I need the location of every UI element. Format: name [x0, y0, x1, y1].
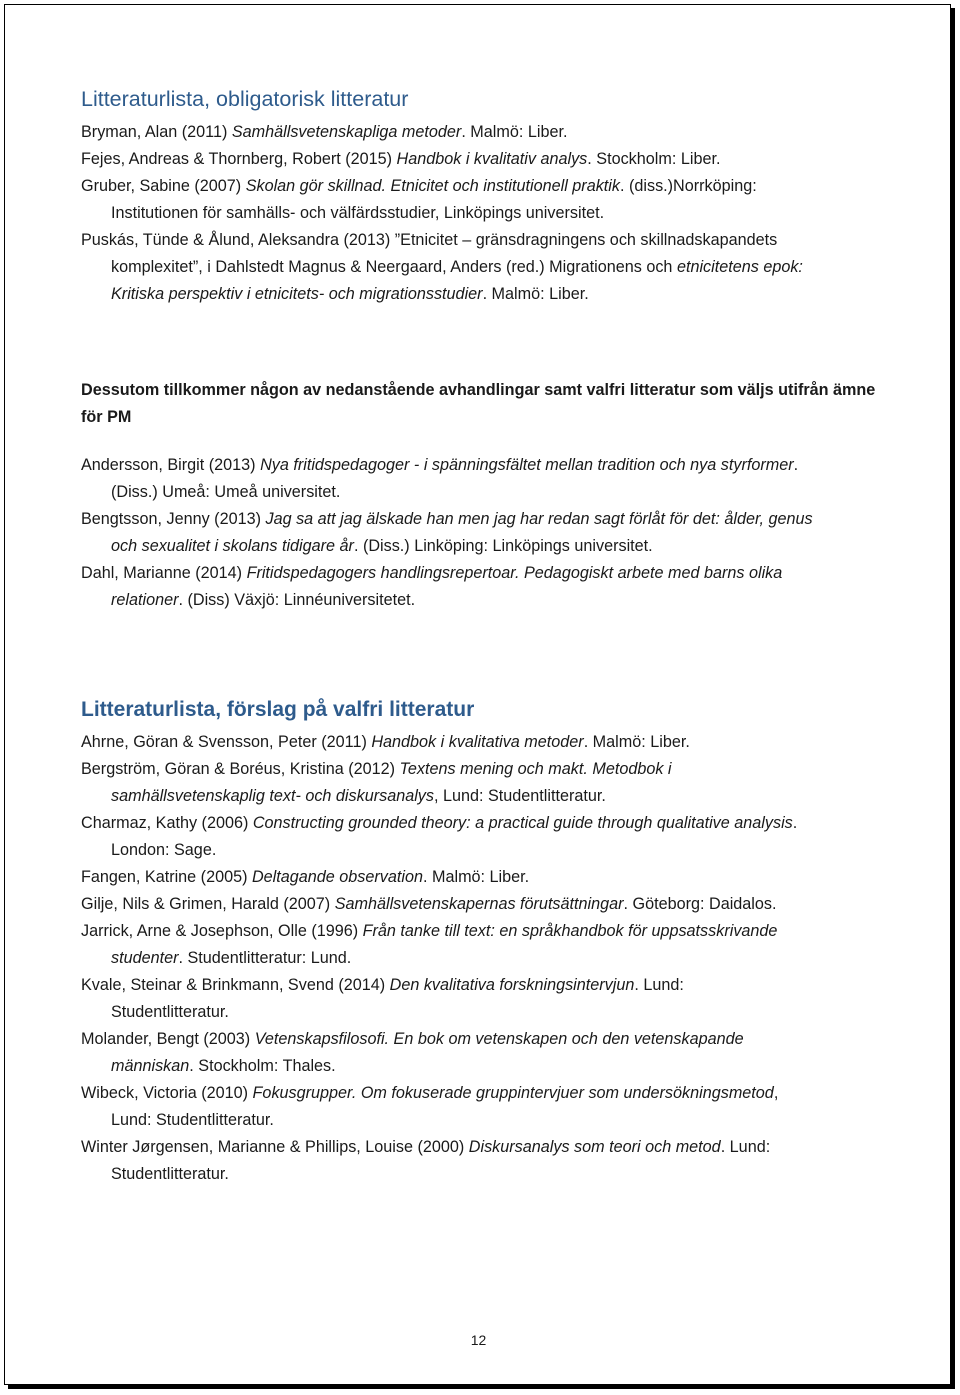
page-number: 12	[470, 1332, 487, 1348]
dissertation-note: Dessutom tillkommer någon av nedanstående avhandlingar samt valfri litteratur som väljs utifrån ämne för PM	[81, 381, 876, 426]
reference-text: Gruber, Sabine (2007)	[81, 177, 246, 195]
reference-text: . (Diss) Växjö: Linnéuniversitetet.	[178, 591, 416, 609]
reference-text: . Malmö: Liber.	[422, 868, 530, 886]
reference-text: (Diss.) Umeå: Umeå universitet.	[111, 483, 341, 501]
reference-text: . Stockholm: Liber.	[587, 150, 721, 168]
reference-text: London: Sage.	[111, 841, 217, 859]
reference-line	[81, 918, 881, 945]
reference-title: Fokusgrupper. Om fokuserade gruppintervjuer som undersökningsmetod	[252, 1084, 774, 1102]
reference-line	[81, 756, 881, 783]
reference-title: Deltagande observation	[251, 868, 423, 886]
reference-text: . Lund:	[720, 1138, 771, 1156]
reference-title: Samhällsvetenskapernas förutsättningar	[334, 895, 624, 913]
reference-line	[81, 452, 881, 479]
reference-title: människan	[111, 1057, 190, 1075]
reference-text: Wibeck, Victoria (2010)	[81, 1084, 253, 1102]
reference-text: . Studentlitteratur: Lund.	[178, 949, 352, 967]
reference-line	[81, 972, 881, 999]
reference-text: . Lund:	[634, 976, 684, 994]
reference-text: Studentlitteratur.	[111, 1003, 229, 1021]
reference-text: Institutionen för samhälls- och välfärdsstudier, Linköpings universitet.	[111, 204, 605, 222]
reference-line	[81, 560, 881, 587]
reference-text: Puskás, Tünde & Ålund, Aleksandra (2013) ”Etnicitet – gränsdragningens och skillnadskapandets	[81, 231, 778, 249]
reference-title: Den kvalitativa forskningsintervjun	[389, 976, 635, 994]
reference-text: ,	[773, 1084, 779, 1102]
reference-text: . Göteborg: Daidalos.	[623, 895, 777, 913]
reference-title: Samhällsvetenskapliga metoder	[231, 123, 462, 141]
reference-text: Ahrne, Göran & Svensson, Peter (2011)	[81, 733, 372, 751]
reference-text: . Malmö: Liber.	[482, 285, 589, 303]
reference-line	[81, 254, 881, 281]
reference-text: . Malmö: Liber.	[461, 123, 568, 141]
heading-required-literature: Litteraturlista, obligatorisk litteratur	[81, 87, 409, 111]
reference-title: Vetenskapsfilosofi. En bok om vetenskapen och den vetenskapande	[254, 1030, 744, 1048]
reference-title: Handbok i kvalitativ analys	[396, 150, 588, 168]
reference-text: Gilje, Nils & Grimen, Harald (2007)	[81, 895, 335, 913]
reference-entry	[81, 173, 881, 227]
reference-entry	[81, 227, 881, 308]
reference-title: etnicitetens epok:	[676, 258, 803, 276]
reference-text: Fejes, Andreas & Thornberg, Robert (2015)	[81, 150, 397, 168]
reference-title: samhällsvetenskaplig text- och diskursanalys	[111, 787, 434, 805]
reference-entry	[81, 810, 881, 864]
reference-title: Kritiska perspektiv i etnicitets- och migrationsstudier	[111, 285, 483, 303]
reference-line	[81, 227, 881, 254]
reference-text: Charmaz, Kathy (2006)	[81, 814, 253, 832]
reference-line	[81, 281, 881, 308]
reference-line	[81, 200, 881, 227]
reference-text: Lund: Studentlitteratur.	[111, 1111, 274, 1129]
reference-entry	[81, 1026, 881, 1080]
reference-line	[81, 1026, 881, 1053]
reference-title: Diskursanalys som teori och metod	[468, 1138, 721, 1156]
reference-text: Winter Jørgensen, Marianne & Phillips, Louise (2000)	[81, 1138, 469, 1156]
reference-entry	[81, 146, 881, 173]
reference-line	[81, 945, 881, 972]
reference-entry	[81, 756, 881, 810]
reference-title: Nya fritidspedagoger - i spänningsfältet mellan tradition och nya styrformer	[260, 456, 794, 474]
reference-entry	[81, 891, 881, 918]
reference-line	[81, 1134, 881, 1161]
reference-title: studenter	[111, 949, 179, 967]
reference-line	[81, 146, 881, 173]
reference-title: Från tanke till text: en språkhandbok för uppsatsskrivande	[362, 922, 778, 940]
reference-entry	[81, 506, 881, 560]
reference-line	[81, 1107, 881, 1134]
reference-line	[81, 119, 881, 146]
reference-title: Textens mening och makt. Metodbok i	[399, 760, 672, 778]
reference-line	[81, 587, 881, 614]
reference-text: . Stockholm: Thales.	[189, 1057, 336, 1075]
reference-text: Studentlitteratur.	[111, 1165, 229, 1183]
reference-text: Andersson, Birgit (2013)	[81, 456, 261, 474]
heading-optional-literature: Litteraturlista, förslag på valfri litteratur	[81, 698, 475, 721]
reference-text: Bengtsson, Jenny (2013)	[81, 510, 266, 528]
reference-text: Molander, Bengt (2003)	[81, 1030, 255, 1048]
document-page	[4, 4, 951, 1385]
reference-text: Bryman, Alan (2011)	[81, 123, 232, 141]
reference-entry	[81, 918, 881, 972]
reference-text: . (diss.)Norrköping:	[619, 177, 757, 195]
reference-entry	[81, 560, 881, 614]
reference-entry	[81, 119, 881, 146]
reference-line	[81, 506, 881, 533]
reference-text: Kvale, Steinar & Brinkmann, Svend (2014)	[81, 976, 390, 994]
reference-entry	[81, 452, 881, 506]
reference-line	[81, 729, 881, 756]
reference-line	[81, 837, 881, 864]
reference-text: .	[793, 456, 799, 474]
reference-entry	[81, 729, 881, 756]
reference-line	[81, 999, 881, 1026]
reference-text: , Lund: Studentlitteratur.	[434, 787, 606, 805]
reference-title: Jag sa att jag älskade han men jag har redan sagt förlåt för det: ålder, genus	[265, 510, 813, 528]
reference-line	[81, 533, 881, 560]
reference-line	[81, 1080, 881, 1107]
reference-line	[81, 864, 881, 891]
reference-text: Jarrick, Arne & Josephson, Olle (1996)	[81, 922, 363, 940]
reference-line	[81, 1161, 881, 1188]
reference-text: Dahl, Marianne (2014)	[81, 564, 247, 582]
reference-title: Constructing grounded theory: a practical guide through qualitative analysis	[252, 814, 793, 832]
reference-text: komplexitet”, i Dahlstedt Magnus & Neergaard, Anders (red.) Migrationens och	[111, 258, 677, 276]
reference-entry	[81, 972, 881, 1026]
reference-entry	[81, 864, 881, 891]
reference-text: .	[792, 814, 798, 832]
reference-title: och sexualitet i skolans tidigare år	[111, 537, 354, 555]
reference-entry	[81, 1134, 881, 1188]
reference-text: Fangen, Katrine (2005)	[81, 868, 252, 886]
reference-text: . Malmö: Liber.	[583, 733, 690, 751]
reference-entry	[81, 1080, 881, 1134]
reference-title: relationer	[111, 591, 179, 609]
reference-line	[81, 173, 881, 200]
reference-text: Bergström, Göran & Boréus, Kristina (2012)	[81, 760, 400, 778]
reference-line	[81, 1053, 881, 1080]
reference-title: Handbok i kvalitativa metoder	[371, 733, 584, 751]
reference-title: Fritidspedagogers handlingsrepertoar. Pedagogiskt arbete med barns olika	[246, 564, 783, 582]
reference-text: . (Diss.) Linköping: Linköpings universitet.	[353, 537, 653, 555]
reference-line	[81, 891, 881, 918]
reference-line	[81, 783, 881, 810]
reference-title: Skolan gör skillnad. Etnicitet och institutionell praktik	[245, 177, 620, 195]
reference-line	[81, 810, 881, 837]
reference-line	[81, 479, 881, 506]
